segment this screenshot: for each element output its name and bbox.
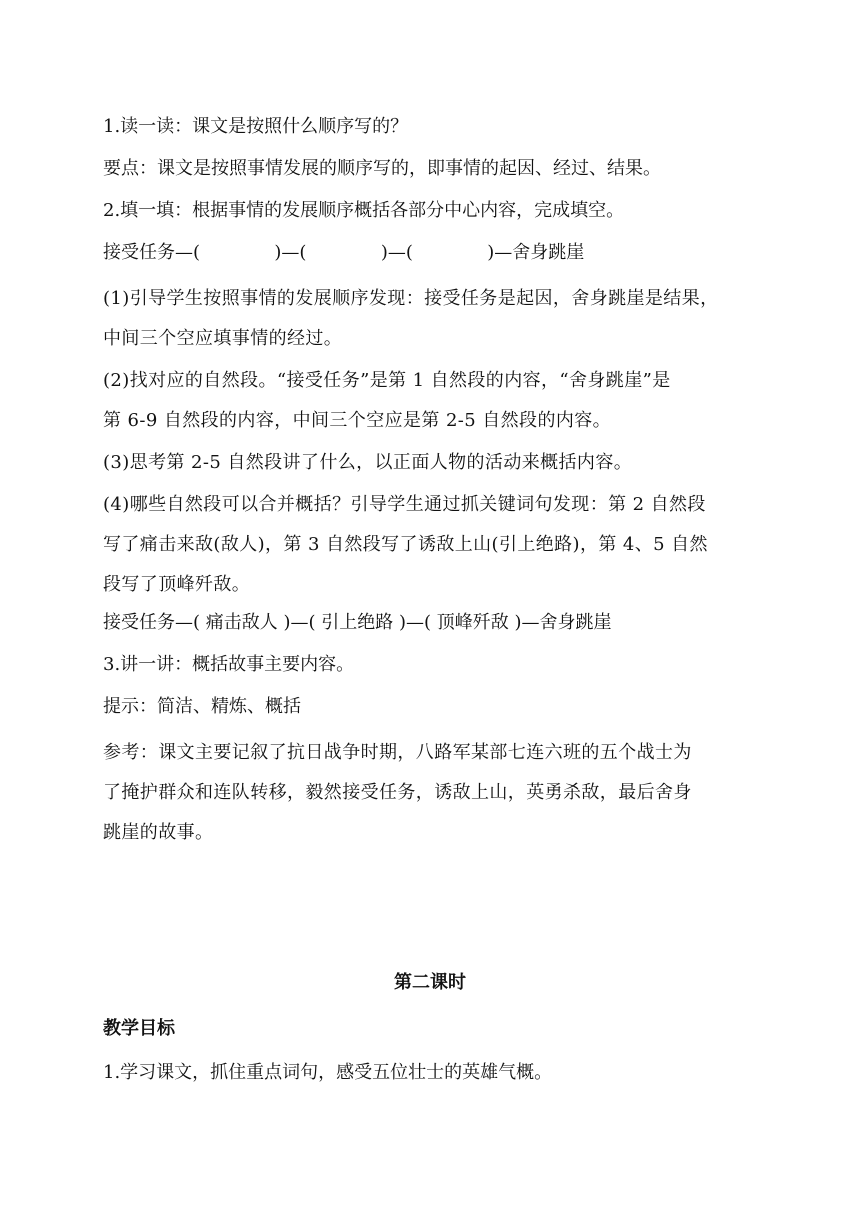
reference-answer	[103, 733, 763, 853]
lesson-content	[103, 111, 763, 855]
guidance-step-2-line-2: 第 6-9 自然段的内容，中间三个空应是第 2-5 自然段的内容。	[103, 410, 612, 431]
reference-line-2: 了掩护群众和连队转移，毅然接受任务，诱敌上山，英勇杀敌，最后舍身	[103, 782, 692, 803]
reference-line-1: 参考：课文主要记叙了抗日战争时期，八路军某部七连六班的五个战士为	[103, 742, 692, 763]
guidance-step-4-line-3: 段写了顶峰歼敌。	[103, 574, 251, 595]
teaching-goals-heading: 教学目标	[103, 1018, 175, 1039]
guidance-step-2	[103, 361, 763, 441]
guidance-step-4	[103, 485, 763, 605]
question-2: 2.填一填：根据事情的发展顺序概括各部分中心内容，完成填空。	[103, 200, 625, 221]
question-1: 1.读一读：课文是按照什么顺序写的？	[103, 116, 409, 137]
guidance-step-4-line-1: (4)哪些自然段可以合并概括？引导学生通过抓关键词句发现：第 2 自然段	[103, 494, 706, 515]
hint-line: 提示：简洁、精炼、概括	[103, 696, 301, 717]
guidance-step-2-line-1: (2)找对应的自然段。“接受任务”是第 1 自然段的内容，“舍身跳崖”是	[103, 370, 671, 391]
guidance-step-1-line-2: 中间三个空应填事情的经过。	[103, 328, 343, 349]
guidance-step-1	[103, 279, 763, 359]
guidance-step-3-line-1: (3)思考第 2-5 自然段讲了什么，以正面人物的活动来概括内容。	[103, 452, 633, 473]
reference-line-3: 跳崖的故事。	[103, 822, 214, 843]
guidance-step-3	[103, 443, 763, 483]
fill-answer-row: 接受任务—( 痛击敌人 )—( 引上绝路 )—( 顶峰歼敌 )—舍身跳崖	[103, 612, 612, 633]
guidance-step-1-line-1: (1)引导学生按照事情的发展顺序发现：接受任务是起因，舍身跳崖是结果，	[103, 288, 719, 309]
fill-blank-row: 接受任务—( )—( )—( )—舍身跳崖	[103, 242, 585, 263]
guidance-step-4-line-2: 写了痛击来敌(敌人)，第 3 自然段写了诱敌上山(引上绝路)，第 4、5 自然	[103, 534, 708, 555]
question-3: 3.讲一讲：概括故事主要内容。	[103, 654, 355, 675]
section-title: 第二课时	[394, 972, 466, 993]
teaching-goal-1: 1.学习课文，抓住重点词句，感受五位壮士的英雄气概。	[103, 1062, 553, 1083]
answer-1: 要点：课文是按照事情发展的顺序写的，即事情的起因、经过、结果。	[103, 158, 661, 179]
